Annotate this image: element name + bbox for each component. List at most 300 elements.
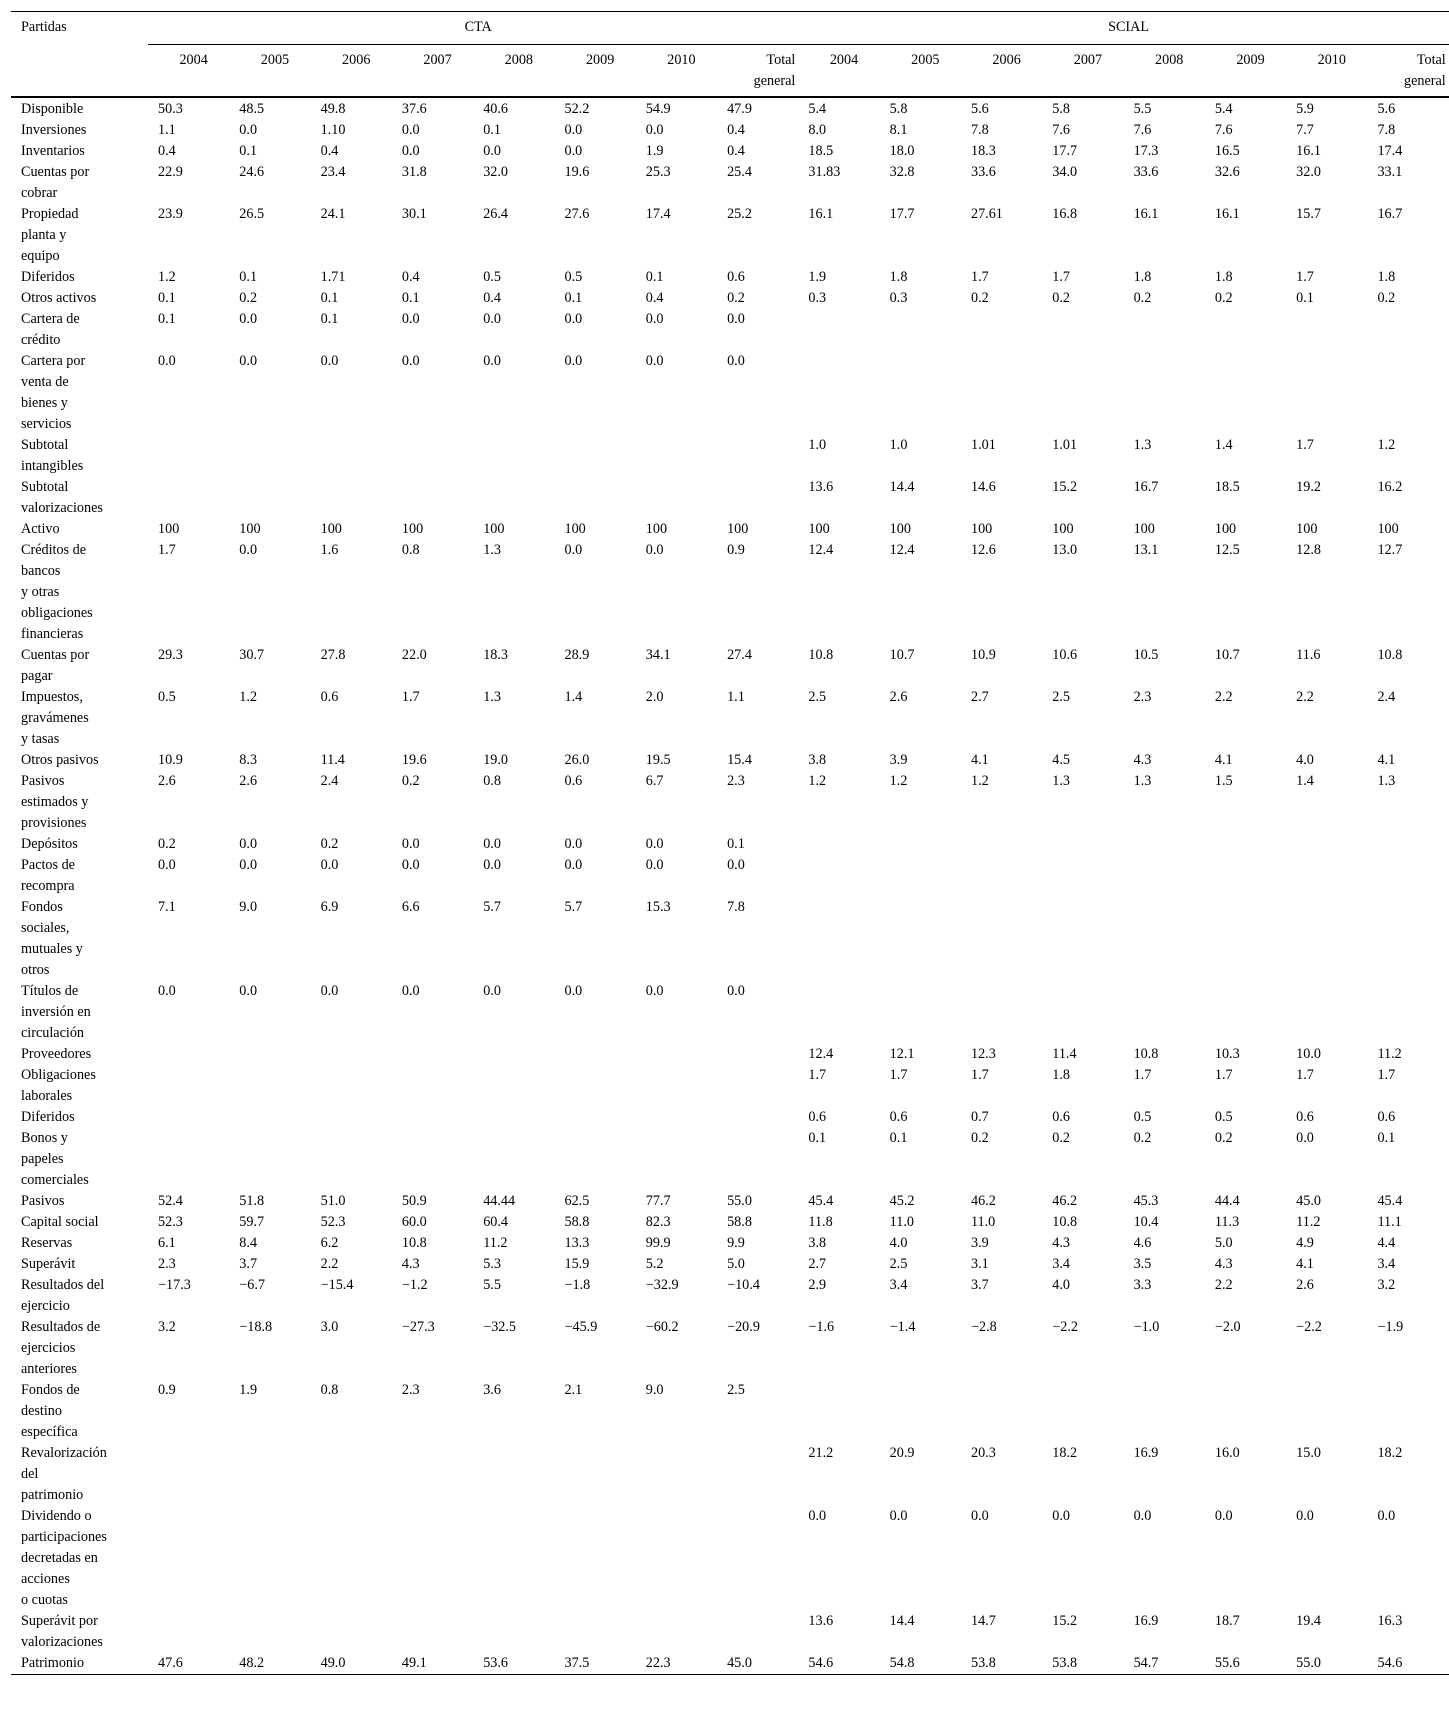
- cta-value-cell: 0.0: [645, 983, 664, 999]
- scial-value-cell: 10.9: [970, 647, 996, 663]
- scial-value-cell: 18.0: [889, 143, 915, 159]
- cta-value-cell: 49.1: [401, 1655, 427, 1671]
- cta-value-cell: −20.9: [727, 1319, 760, 1335]
- scial-value-cell: 1.5: [1214, 773, 1233, 789]
- cta-value-cell: 0.8: [320, 1382, 339, 1398]
- cta-value-cell: 26.5: [239, 206, 265, 222]
- cta-value-cell: [392, 1065, 473, 1107]
- cta-value-cell: −32.5: [483, 1319, 517, 1335]
- cta-value-cell: [554, 1506, 635, 1611]
- row-label: Inventarios: [21, 143, 85, 159]
- scial-value-cell: 7.7: [1296, 122, 1314, 138]
- cta-value-cell: 5.7: [483, 899, 501, 915]
- scial-value-cell: −2.2: [1296, 1319, 1322, 1335]
- cta-value-cell: 0.0: [645, 311, 664, 327]
- cta-value-cell: 0.1: [158, 311, 176, 327]
- cta-value-cell: 0.0: [401, 353, 420, 369]
- row-label: Depósitos: [21, 836, 78, 852]
- scial-value-cell: 100: [1214, 521, 1237, 537]
- cta-value-cell: [717, 1506, 798, 1611]
- scial-value-cell: [798, 834, 879, 855]
- scial-value-cell: 1.2: [1377, 437, 1396, 453]
- cta-value-cell: [311, 1128, 392, 1191]
- cta-value-cell: 37.6: [401, 101, 427, 117]
- cta-value-cell: [636, 1506, 717, 1611]
- cta-value-cell: 30.1: [401, 206, 427, 222]
- scial-value-cell: 0.0: [1214, 1508, 1233, 1524]
- cta-value-cell: 0.0: [483, 143, 501, 159]
- scial-value-cell: [1367, 855, 1448, 897]
- scial-value-cell: 5.4: [808, 101, 827, 117]
- scial-value-cell: 16.5: [1214, 143, 1240, 159]
- scial-value-cell: 45.0: [1296, 1193, 1321, 1209]
- scial-value-cell: 1.8: [1052, 1067, 1070, 1083]
- scial-value-cell: 10.7: [1214, 647, 1240, 663]
- cta-value-cell: 40.6: [483, 101, 509, 117]
- cta-value-cell: 1.2: [239, 689, 258, 705]
- cta-value-cell: [717, 1611, 798, 1653]
- scial-value-cell: [798, 897, 879, 981]
- cta-value-cell: −27.3: [401, 1319, 435, 1335]
- row-label: Cuentas por pagar: [21, 647, 90, 684]
- cta-value-cell: 0.2: [320, 836, 339, 852]
- scial-value-cell: [798, 351, 879, 435]
- scial-value-cell: 12.4: [808, 1046, 834, 1062]
- cta-value-cell: 1.1: [158, 122, 176, 138]
- cta-value-cell: 58.8: [727, 1214, 752, 1230]
- scial-value-cell: 1.0: [889, 437, 908, 453]
- cta-value-cell: [554, 1044, 635, 1065]
- table-row: [11, 1611, 1449, 1653]
- table-row: [11, 834, 1449, 855]
- cta-value-cell: 0.0: [645, 836, 664, 852]
- cta-value-cell: 0.1: [320, 311, 339, 327]
- scial-value-cell: [1367, 1380, 1448, 1443]
- scial-value-cell: [1286, 897, 1367, 981]
- cta-value-cell: 0.0: [645, 353, 664, 369]
- table-body: [11, 97, 1449, 1675]
- cta-value-cell: 99.9: [645, 1235, 671, 1251]
- scial-value-cell: [961, 309, 1042, 351]
- cta-value-cell: [473, 1065, 554, 1107]
- scial-value-cell: [961, 351, 1042, 435]
- table-row: [11, 97, 1449, 120]
- cta-value-cell: 0.0: [239, 983, 258, 999]
- row-label: Proveedores: [21, 1046, 92, 1062]
- header-year-cta: 2007: [392, 45, 473, 98]
- scial-value-cell: 14.6: [970, 479, 996, 495]
- cta-value-cell: [636, 1044, 717, 1065]
- cta-value-cell: −32.9: [645, 1277, 679, 1293]
- cta-value-cell: [148, 1506, 229, 1611]
- row-label: Superávit por valorizaciones: [21, 1613, 103, 1650]
- cta-value-cell: [392, 1443, 473, 1506]
- scial-value-cell: 4.0: [1052, 1277, 1070, 1293]
- row-label: Pasivos estimados y provisiones: [21, 773, 89, 831]
- scial-value-cell: 0.0: [1296, 1508, 1314, 1524]
- scial-value-cell: [880, 351, 961, 435]
- cta-value-cell: 11.4: [320, 752, 345, 768]
- table-row: [11, 1275, 1449, 1317]
- scial-value-cell: 15.7: [1296, 206, 1321, 222]
- scial-value-cell: 27.61: [970, 206, 1003, 222]
- scial-value-cell: 3.9: [970, 1235, 989, 1251]
- cta-value-cell: 48.2: [239, 1655, 265, 1671]
- cta-value-cell: [392, 1506, 473, 1611]
- scial-value-cell: 3.1: [970, 1256, 989, 1272]
- cta-value-cell: 0.2: [239, 290, 258, 306]
- cta-value-cell: 6.9: [320, 899, 339, 915]
- cta-value-cell: 1.9: [645, 143, 664, 159]
- scial-value-cell: [880, 897, 961, 981]
- scial-value-cell: 1.8: [1377, 269, 1396, 285]
- scial-value-cell: 18.7: [1214, 1613, 1240, 1629]
- cta-value-cell: [311, 1443, 392, 1506]
- cta-value-cell: 2.6: [158, 773, 176, 789]
- scial-value-cell: 14.4: [889, 1613, 915, 1629]
- table-row: [11, 288, 1449, 309]
- scial-value-cell: 4.3: [1133, 752, 1152, 768]
- table-row: [11, 1254, 1449, 1275]
- cta-value-cell: [554, 1107, 635, 1128]
- cta-value-cell: 0.1: [401, 290, 420, 306]
- scial-value-cell: 4.1: [1296, 1256, 1314, 1272]
- cta-value-cell: 2.3: [158, 1256, 176, 1272]
- cta-value-cell: 0.4: [645, 290, 664, 306]
- cta-value-cell: [473, 1443, 554, 1506]
- scial-value-cell: 1.0: [808, 437, 827, 453]
- scial-value-cell: [961, 855, 1042, 897]
- cta-value-cell: 3.2: [158, 1319, 176, 1335]
- header-year-cta: 2008: [473, 45, 554, 98]
- cta-value-cell: 0.0: [483, 857, 501, 873]
- table-row: [11, 351, 1449, 435]
- scial-value-cell: 10.7: [889, 647, 915, 663]
- cta-value-cell: 0.4: [727, 143, 745, 159]
- cta-value-cell: 5.2: [645, 1256, 664, 1272]
- cta-value-cell: 0.0: [645, 542, 664, 558]
- scial-value-cell: 20.9: [889, 1445, 915, 1461]
- cta-value-cell: [392, 1044, 473, 1065]
- scial-value-cell: 45.4: [1377, 1193, 1403, 1209]
- cta-value-cell: 19.0: [483, 752, 509, 768]
- header-year-scial: 2005: [880, 45, 961, 98]
- scial-value-cell: 46.2: [970, 1193, 996, 1209]
- cta-value-cell: 1.4: [564, 689, 583, 705]
- cta-value-cell: [148, 1065, 229, 1107]
- cta-value-cell: 0.6: [727, 269, 745, 285]
- scial-value-cell: [1367, 351, 1448, 435]
- cta-value-cell: 26.4: [483, 206, 509, 222]
- scial-value-cell: 18.5: [808, 143, 834, 159]
- scial-value-cell: 3.9: [889, 752, 908, 768]
- scial-value-cell: 0.0: [1133, 1508, 1152, 1524]
- cta-value-cell: 0.1: [239, 143, 258, 159]
- row-label: Propiedad planta y equipo: [21, 206, 79, 264]
- scial-value-cell: 33.6: [1133, 164, 1159, 180]
- cta-value-cell: 52.3: [320, 1214, 346, 1230]
- scial-value-cell: 18.2: [1377, 1445, 1403, 1461]
- cta-value-cell: 100: [645, 521, 668, 537]
- cta-value-cell: 51.0: [320, 1193, 346, 1209]
- scial-value-cell: 3.4: [1052, 1256, 1070, 1272]
- cta-value-cell: 1.9: [239, 1382, 258, 1398]
- cta-value-cell: 0.4: [158, 143, 176, 159]
- scial-value-cell: 0.2: [1214, 1130, 1233, 1146]
- scial-value-cell: [1286, 309, 1367, 351]
- header-year-cta: 2010: [636, 45, 717, 98]
- cta-value-cell: [392, 1107, 473, 1128]
- cta-value-cell: 0.0: [158, 983, 176, 999]
- row-label: Resultados de ejercicios anteriores: [21, 1319, 101, 1377]
- cta-value-cell: [311, 477, 392, 519]
- table-row: [11, 1443, 1449, 1506]
- cta-value-cell: 0.1: [483, 122, 501, 138]
- cta-value-cell: 0.0: [564, 143, 583, 159]
- scial-value-cell: 21.2: [808, 1445, 834, 1461]
- scial-value-cell: 0.2: [1133, 1130, 1152, 1146]
- header-year-scial: 2010: [1286, 45, 1367, 98]
- scial-value-cell: 20.3: [970, 1445, 996, 1461]
- cta-value-cell: [229, 1443, 310, 1506]
- scial-value-cell: 1.8: [1214, 269, 1233, 285]
- cta-value-cell: 1.2: [158, 269, 176, 285]
- cta-value-cell: 0.4: [320, 143, 339, 159]
- scial-value-cell: [880, 981, 961, 1044]
- cta-value-cell: [554, 1443, 635, 1506]
- scial-value-cell: 0.1: [889, 1130, 908, 1146]
- scial-value-cell: 16.0: [1214, 1445, 1240, 1461]
- scial-value-cell: 31.83: [808, 164, 841, 180]
- scial-value-cell: 2.6: [1296, 1277, 1314, 1293]
- scial-value-cell: [1124, 897, 1205, 981]
- table-row: [11, 477, 1449, 519]
- scial-value-cell: 13.0: [1052, 542, 1078, 558]
- cta-value-cell: 9.0: [645, 1382, 664, 1398]
- scial-value-cell: 100: [889, 521, 911, 537]
- scial-value-cell: 0.2: [970, 290, 989, 306]
- cta-value-cell: 0.5: [564, 269, 583, 285]
- cta-value-cell: −1.2: [401, 1277, 428, 1293]
- cta-value-cell: −10.4: [727, 1277, 760, 1293]
- scial-value-cell: [1286, 855, 1367, 897]
- cta-value-cell: [311, 1611, 392, 1653]
- scial-value-cell: [880, 855, 961, 897]
- cta-value-cell: 15.4: [727, 752, 752, 768]
- scial-value-cell: 1.7: [970, 269, 989, 285]
- cta-value-cell: 1.71: [320, 269, 346, 285]
- header-year-cta: Total general: [717, 45, 798, 98]
- cta-value-cell: 31.8: [401, 164, 427, 180]
- cta-value-cell: 0.0: [727, 353, 745, 369]
- scial-value-cell: 3.4: [1377, 1256, 1396, 1272]
- row-label: Superávit: [21, 1256, 76, 1272]
- cta-value-cell: [392, 477, 473, 519]
- scial-value-cell: 1.7: [1296, 1067, 1314, 1083]
- cta-value-cell: [636, 1611, 717, 1653]
- scial-value-cell: 34.0: [1052, 164, 1078, 180]
- table-row: [11, 897, 1449, 981]
- cta-value-cell: 23.4: [320, 164, 346, 180]
- scial-value-cell: −2.8: [970, 1319, 997, 1335]
- scial-value-cell: 11.1: [1377, 1214, 1402, 1230]
- scial-value-cell: 54.6: [1377, 1655, 1403, 1671]
- table-row: [11, 1044, 1449, 1065]
- scial-value-cell: 12.3: [970, 1046, 996, 1062]
- header-year-scial: 2008: [1124, 45, 1205, 98]
- scial-value-cell: 100: [1377, 521, 1399, 537]
- table-row: [11, 267, 1449, 288]
- scial-value-cell: 3.3: [1133, 1277, 1152, 1293]
- cta-value-cell: 0.0: [239, 122, 258, 138]
- scial-value-cell: 5.6: [970, 101, 989, 117]
- scial-value-cell: 11.0: [889, 1214, 914, 1230]
- scial-value-cell: 1.7: [808, 1067, 827, 1083]
- scial-value-cell: 0.5: [1214, 1109, 1233, 1125]
- cta-value-cell: 47.6: [158, 1655, 183, 1671]
- cta-value-cell: [229, 435, 310, 477]
- scial-value-cell: −1.9: [1377, 1319, 1404, 1335]
- cta-value-cell: 22.3: [645, 1655, 671, 1671]
- cta-value-cell: 51.8: [239, 1193, 265, 1209]
- scial-value-cell: 16.1: [808, 206, 834, 222]
- cta-value-cell: 7.8: [727, 899, 745, 915]
- row-label: Capital social: [21, 1214, 99, 1230]
- cta-value-cell: 9.9: [727, 1235, 745, 1251]
- cta-value-cell: 2.2: [320, 1256, 339, 1272]
- financial-table-container: [11, 11, 1446, 1675]
- cta-value-cell: 19.6: [401, 752, 427, 768]
- header-year-scial: 2004: [798, 45, 879, 98]
- cta-value-cell: 5.0: [727, 1256, 745, 1272]
- cta-value-cell: 0.8: [401, 542, 420, 558]
- scial-value-cell: 16.7: [1377, 206, 1403, 222]
- cta-value-cell: [229, 1065, 310, 1107]
- scial-value-cell: −2.2: [1052, 1319, 1079, 1335]
- cta-value-cell: [148, 1611, 229, 1653]
- cta-value-cell: 0.5: [483, 269, 501, 285]
- cta-value-cell: 27.8: [320, 647, 346, 663]
- scial-value-cell: 1.8: [889, 269, 908, 285]
- scial-value-cell: −1.4: [889, 1319, 916, 1335]
- cta-value-cell: 25.2: [727, 206, 752, 222]
- cta-value-cell: 0.0: [483, 353, 501, 369]
- cta-value-cell: −17.3: [158, 1277, 191, 1293]
- cta-value-cell: [636, 477, 717, 519]
- scial-value-cell: 2.5: [889, 1256, 908, 1272]
- cta-value-cell: 0.0: [158, 353, 176, 369]
- header-year-scial: 2009: [1205, 45, 1286, 98]
- row-label: Cartera de crédito: [21, 311, 80, 348]
- table-row: [11, 1107, 1449, 1128]
- scial-value-cell: 8.1: [889, 122, 908, 138]
- scial-value-cell: 100: [1296, 521, 1318, 537]
- cta-value-cell: 27.4: [727, 647, 752, 663]
- cta-value-cell: 0.0: [564, 311, 583, 327]
- cta-value-cell: 2.5: [727, 1382, 745, 1398]
- cta-value-cell: [717, 1443, 798, 1506]
- cta-value-cell: [473, 1506, 554, 1611]
- scial-value-cell: 7.6: [1214, 122, 1233, 138]
- scial-value-cell: 13.6: [808, 479, 834, 495]
- cta-value-cell: 100: [564, 521, 586, 537]
- scial-value-cell: 2.4: [1377, 689, 1396, 705]
- scial-value-cell: 4.1: [1377, 752, 1396, 768]
- header-year-scial: 2007: [1042, 45, 1123, 98]
- row-label: Bonos y papeles comerciales: [21, 1130, 89, 1188]
- scial-value-cell: 1.2: [808, 773, 827, 789]
- table-row: [11, 204, 1449, 267]
- cta-value-cell: 0.0: [564, 857, 583, 873]
- cta-value-cell: [148, 477, 229, 519]
- cta-value-cell: 0.0: [645, 122, 664, 138]
- scial-value-cell: 53.8: [970, 1655, 996, 1671]
- scial-value-cell: 16.1: [1296, 143, 1321, 159]
- cta-value-cell: 15.9: [564, 1256, 590, 1272]
- cta-value-cell: 54.9: [645, 101, 671, 117]
- header-year-cta: 2004: [148, 45, 229, 98]
- cta-value-cell: 22.0: [401, 647, 427, 663]
- scial-value-cell: 1.7: [1296, 269, 1314, 285]
- cta-value-cell: 0.2: [727, 290, 745, 306]
- scial-value-cell: 7.8: [1377, 122, 1396, 138]
- scial-value-cell: 4.3: [1052, 1235, 1070, 1251]
- scial-value-cell: 1.7: [970, 1067, 989, 1083]
- cta-value-cell: 0.0: [320, 353, 339, 369]
- scial-value-cell: 2.5: [1052, 689, 1070, 705]
- cta-value-cell: [473, 1044, 554, 1065]
- scial-value-cell: 11.8: [808, 1214, 833, 1230]
- scial-value-cell: −1.0: [1133, 1319, 1160, 1335]
- scial-value-cell: [1367, 834, 1448, 855]
- cta-value-cell: −18.8: [239, 1319, 273, 1335]
- scial-value-cell: 14.4: [889, 479, 915, 495]
- scial-value-cell: 32.6: [1214, 164, 1240, 180]
- cta-value-cell: 19.6: [564, 164, 590, 180]
- scial-value-cell: 100: [808, 521, 830, 537]
- scial-value-cell: 3.2: [1377, 1277, 1396, 1293]
- cta-value-cell: 8.4: [239, 1235, 258, 1251]
- scial-value-cell: [1042, 897, 1123, 981]
- scial-value-cell: [1124, 981, 1205, 1044]
- cta-value-cell: 52.4: [158, 1193, 183, 1209]
- cta-value-cell: 18.3: [483, 647, 509, 663]
- cta-value-cell: 100: [483, 521, 505, 537]
- cta-value-cell: 23.9: [158, 206, 183, 222]
- scial-value-cell: 0.0: [1296, 1130, 1314, 1146]
- cta-value-cell: 0.0: [239, 836, 258, 852]
- scial-value-cell: 16.3: [1377, 1613, 1403, 1629]
- scial-value-cell: 0.0: [889, 1508, 908, 1524]
- cta-value-cell: 0.0: [239, 311, 258, 327]
- cta-value-cell: [554, 1611, 635, 1653]
- scial-value-cell: [1042, 855, 1123, 897]
- scial-value-cell: [1042, 351, 1123, 435]
- table-header: [11, 12, 1449, 98]
- scial-value-cell: 10.6: [1052, 647, 1078, 663]
- cta-value-cell: 44.44: [483, 1193, 516, 1209]
- cta-value-cell: 17.4: [645, 206, 671, 222]
- cta-value-cell: 0.5: [158, 689, 176, 705]
- cta-value-cell: [229, 477, 310, 519]
- cta-value-cell: [392, 435, 473, 477]
- cta-value-cell: 2.6: [239, 773, 258, 789]
- cta-value-cell: 48.5: [239, 101, 265, 117]
- cta-value-cell: 0.0: [239, 857, 258, 873]
- scial-value-cell: 54.7: [1133, 1655, 1159, 1671]
- cta-value-cell: 0.0: [483, 836, 501, 852]
- table-row: [11, 645, 1449, 687]
